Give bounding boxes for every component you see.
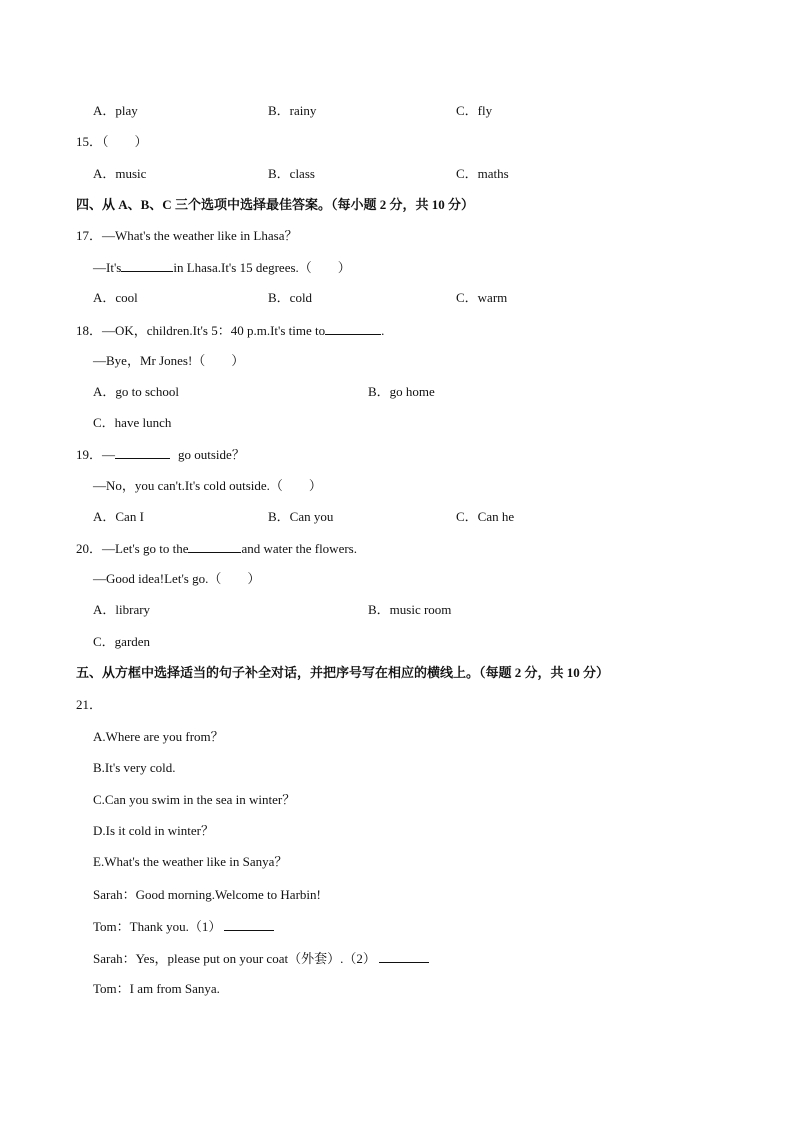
q17-line1: 17．—What's the weather like in Lhasa？ — [76, 228, 298, 243]
q18-line1-post: . — [381, 323, 385, 338]
q19-line1 — [76, 446, 245, 463]
q18-line1 — [76, 322, 384, 339]
q17-answer-blank — [121, 259, 173, 272]
section4-title: 四、从 A、B、C 三个选项中选择最佳答案。（每小题 2 分，共 10 分） — [76, 197, 474, 212]
dialogue-blank-2 — [379, 950, 429, 963]
q20-option-a: A．library — [93, 602, 151, 617]
q18-option-a: A．go to school — [93, 384, 179, 399]
q15-option-a: A．music — [93, 166, 147, 181]
q17-line2-pre: —It's — [93, 260, 122, 275]
q20-option-b: B．music room — [368, 602, 452, 617]
q18-answer-blank — [325, 322, 381, 335]
q19-line2: —No，you can't.It's cold outside.（ ） — [93, 478, 322, 493]
q20-line1-post: and water the flowers. — [241, 541, 357, 556]
q17-option-c: C．warm — [456, 290, 508, 305]
q19-line1-post: go outside？ — [178, 447, 245, 462]
q17-line2-post: in Lhasa.It's 15 degrees.（ ） — [173, 260, 351, 275]
q21-choice-e: E.What's the weather like in Sanya？ — [93, 854, 288, 869]
q18-option-b: B．go home — [368, 384, 435, 399]
q20-line1-pre: 20．—Let's go to the — [76, 541, 189, 556]
section5-title: 五、从方框中选择适当的句子补全对话，并把序号写在相应的横线上。（每题 2 分，共 10 分） — [76, 665, 610, 680]
q19-option-b: B．Can you — [268, 509, 334, 524]
q21-choice-c: C.Can you swim in the sea in winter？ — [93, 792, 296, 807]
dialogue-line-3 — [93, 950, 429, 967]
q17-option-a: A．cool — [93, 290, 138, 305]
q15-stem: 15．（ ） — [76, 134, 148, 149]
q18-line2: —Bye，Mr Jones!（ ） — [93, 353, 245, 368]
dialogue-blank-1 — [224, 918, 274, 931]
q20-line2: —Good idea!Let's go.（ ） — [93, 571, 261, 586]
q21-choice-a: A.Where are you from？ — [93, 729, 224, 744]
dialogue-line-3-text: Sarah：Yes，please put on your coat（外套）.（2） — [93, 951, 376, 966]
q19-line1-pre: 19．— — [76, 447, 116, 462]
q15-option-c: C．maths — [456, 166, 509, 181]
q19-option-c: C．Can he — [456, 509, 515, 524]
q19-answer-blank — [115, 446, 170, 459]
dialogue-line-1: Sarah：Good morning.Welcome to Harbin! — [93, 887, 321, 902]
q19-option-a: A．Can I — [93, 509, 144, 524]
q14-option-a: A．play — [93, 103, 138, 118]
dialogue-line-4: Tom：I am from Sanya. — [93, 981, 220, 996]
q21-choice-b: B.It's very cold. — [93, 760, 176, 775]
q20-line1 — [76, 540, 357, 557]
q20-answer-blank — [188, 540, 241, 553]
q14-option-b: B．rainy — [268, 103, 317, 118]
q14-option-c: C．fly — [456, 103, 493, 118]
q18-option-c: C．have lunch — [93, 415, 172, 430]
q18-line1-pre: 18．—OK，children.It's 5：40 p.m.It's time to — [76, 323, 326, 338]
dialogue-line-2 — [93, 918, 274, 935]
dialogue-line-2-text: Tom：Thank you.（1） — [93, 919, 222, 934]
q20-option-c: C．garden — [93, 634, 151, 649]
q17-line2 — [93, 259, 351, 276]
q15-option-b: B．class — [268, 166, 315, 181]
q21-number: 21． — [76, 697, 103, 712]
q21-choice-d: D.Is it cold in winter？ — [93, 823, 214, 838]
q17-option-b: B．cold — [268, 290, 313, 305]
